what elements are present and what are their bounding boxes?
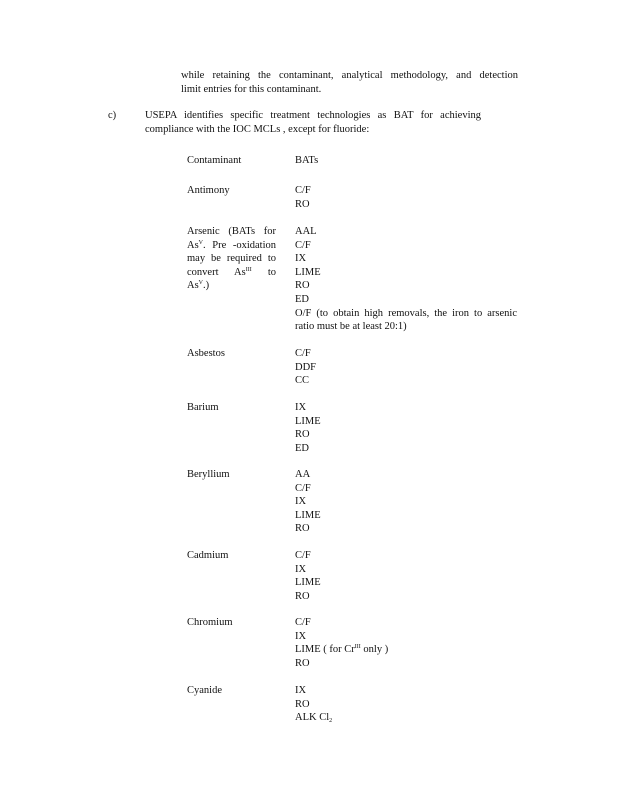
contaminant-line: $As^V$.) (187, 280, 210, 292)
contaminant-line: $As^V$. Pre -oxidation (187, 239, 276, 251)
bat-item: ED (295, 293, 309, 305)
intro-paragraph (181, 69, 518, 96)
header-bats: BATs (295, 155, 319, 166)
contaminant-name: Cadmium (187, 550, 229, 561)
bat-list (295, 684, 519, 729)
bat-table (187, 154, 519, 729)
contaminant-name: Cyanide (187, 685, 222, 696)
contaminant-line: Arsenic (BATs for (187, 226, 276, 237)
bat-item: IX (295, 563, 307, 575)
bat-item: C/F (295, 348, 311, 359)
bat-item: RO (295, 198, 310, 210)
bat-item: LIME (295, 577, 321, 589)
bat-list (295, 401, 519, 468)
bat-list (295, 225, 519, 347)
header-contaminant: Contaminant (187, 155, 242, 166)
bat-item: C/F (295, 185, 311, 196)
bat-list (295, 549, 519, 616)
bat-item: RO (295, 429, 310, 441)
bat-item: C/F (295, 617, 311, 628)
bat-item: ALK $Cl_2$ (295, 712, 333, 725)
bat-item: IX (295, 496, 307, 508)
table-row (187, 347, 519, 401)
bat-item: LIME (295, 266, 321, 278)
item-c-line: USEPA identifies specific treatment technologies as BAT for achieving (145, 110, 481, 121)
bat-list (295, 184, 519, 225)
bat-item: RO (295, 280, 310, 292)
contaminant-name: Beryllium (187, 469, 230, 480)
contaminant-name: Barium (187, 402, 219, 413)
contaminant-name: Antimony (187, 185, 230, 196)
table-row (187, 225, 519, 347)
table-row (187, 468, 519, 549)
bat-item: RO (295, 590, 310, 602)
bat-item: RO (295, 657, 310, 669)
intro-line: limit entries for this contaminant. (181, 83, 322, 95)
bat-list (295, 468, 519, 549)
table-row (187, 549, 519, 616)
bat-item: RO (295, 698, 310, 710)
bat-note-line: ratio must be at least 20:1) (295, 321, 407, 333)
contaminant-name: Asbestos (187, 348, 225, 359)
bat-item: RO (295, 523, 310, 535)
bat-note-line: O/F (to obtain high removals, the iron to arsenic (295, 307, 517, 319)
bat-list (295, 616, 519, 684)
table-row (187, 616, 519, 684)
bat-item: IX (295, 402, 307, 413)
bat-item: AAL (295, 226, 317, 237)
bat-item: LIME ( for $Cr^{III}$ only ) (295, 644, 389, 656)
bat-item: C/F (295, 239, 311, 251)
table-header-row (187, 154, 519, 184)
bat-list (295, 347, 519, 401)
intro-line: while retaining the contaminant, analytical methodology, and detection (181, 70, 518, 81)
table-row (187, 401, 519, 468)
bat-item: LIME (295, 415, 321, 427)
bat-item: IX (295, 630, 307, 642)
bat-item: LIME (295, 509, 321, 521)
bat-item: C/F (295, 482, 311, 494)
bat-item: IX (295, 685, 307, 696)
bat-item: ED (295, 442, 309, 454)
item-label-c: c) (108, 110, 117, 121)
contaminant-name: Chromium (187, 617, 233, 628)
table-row (187, 684, 519, 729)
contaminant-name (187, 225, 295, 347)
bat-item: DDF (295, 361, 317, 373)
table-row (187, 184, 519, 225)
bat-item: CC (295, 375, 310, 387)
contaminant-line: convert $As^{III}$ to (187, 266, 276, 278)
item-c-paragraph (145, 109, 481, 136)
bat-item: IX (295, 253, 307, 265)
bat-item: C/F (295, 550, 311, 561)
bat-item: AA (295, 469, 311, 480)
contaminant-line: may be required to (187, 253, 276, 265)
item-c-line: compliance with the IOC MCLs , except for fluoride: (145, 123, 370, 135)
